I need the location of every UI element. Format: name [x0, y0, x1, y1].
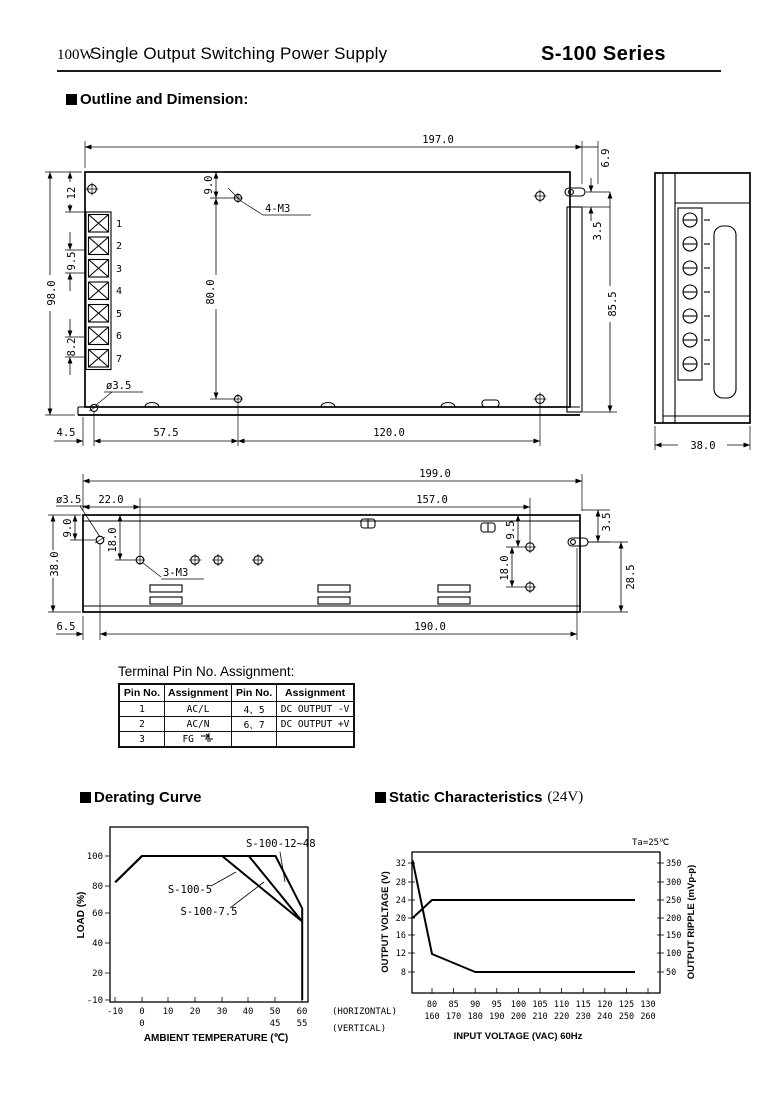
svg-text:3-M3: 3-M3	[163, 567, 189, 579]
dim-right-edge	[582, 510, 637, 612]
section-bullet-icon	[66, 94, 77, 105]
svg-text:4-M3: 4-M3	[265, 203, 291, 215]
col-header: Assignment	[277, 684, 355, 702]
header-title: Single Output Switching Power Supply	[90, 44, 388, 63]
svg-text:18.0: 18.0	[107, 527, 119, 553]
derating-xlabel: AMBIENT TEMPERATURE (℃)	[143, 1033, 289, 1044]
dim-18-left	[107, 515, 136, 560]
dim-38-side	[655, 426, 750, 452]
static-left-axis	[380, 859, 415, 978]
header-rule	[57, 70, 721, 72]
svg-text:350: 350	[666, 859, 682, 869]
svg-text:80: 80	[92, 882, 103, 892]
svg-text:170: 170	[445, 1012, 462, 1022]
svg-text:20: 20	[189, 1007, 201, 1017]
static-x-axis	[424, 988, 655, 1042]
front-and-side-view-drawing	[20, 128, 772, 460]
svg-text:8.2: 8.2	[66, 337, 78, 357]
svg-text:100: 100	[666, 949, 682, 959]
col-header: Pin No.	[119, 684, 165, 702]
svg-text:120: 120	[597, 1000, 613, 1010]
pin-number: 6	[116, 331, 123, 342]
pin-no: 6、7	[232, 717, 277, 732]
svg-text:180: 180	[467, 1012, 483, 1022]
svg-text:115: 115	[575, 1000, 591, 1010]
derating-y-axis	[76, 852, 110, 1006]
svg-text:6.5: 6.5	[56, 621, 76, 633]
svg-text:40: 40	[92, 939, 103, 949]
svg-text:22.0: 22.0	[98, 494, 124, 506]
svg-text:0: 0	[139, 1007, 145, 1017]
pin-no	[232, 732, 277, 748]
svg-text:9.5: 9.5	[66, 251, 78, 271]
svg-text:200: 200	[666, 914, 682, 924]
svg-text:190.0: 190.0	[414, 621, 446, 633]
label-dia-3-5	[96, 380, 143, 405]
svg-text:260: 260	[640, 1012, 656, 1022]
svg-text:-10: -10	[106, 1007, 124, 1017]
svg-text:95: 95	[491, 1000, 502, 1010]
svg-text:210: 210	[532, 1012, 548, 1022]
svg-text:60: 60	[92, 909, 103, 919]
svg-text:0: 0	[139, 1019, 145, 1029]
label-4-m3	[228, 188, 311, 215]
svg-text:100: 100	[510, 1000, 527, 1010]
series-s-100-12-48	[115, 856, 302, 1000]
svg-text:30: 30	[216, 1007, 228, 1017]
dim-6-9	[582, 141, 612, 184]
derating-curve-labels	[168, 838, 316, 918]
svg-text:(VERTICAL): (VERTICAL)	[332, 1024, 387, 1034]
svg-text:16: 16	[395, 931, 406, 941]
svg-text:80.0: 80.0	[205, 279, 217, 305]
static-ylabel-right: OUTPUT RIPPLE (mVp-p)	[686, 864, 697, 980]
pin-table-header-row	[119, 684, 354, 702]
dim-bottom-row	[54, 404, 540, 446]
svg-text:60: 60	[296, 1007, 308, 1017]
dim-hole-spacing	[203, 172, 234, 399]
dim-right-holes	[499, 515, 526, 587]
header-wattage: 100W	[57, 47, 94, 63]
static-characteristics-chart	[373, 815, 778, 1060]
svg-text:9.5: 9.5	[505, 520, 517, 540]
svg-text:20: 20	[395, 914, 406, 924]
mounting-holes	[86, 183, 547, 412]
series-output-voltage	[413, 900, 635, 918]
pin-no: 2	[119, 717, 165, 732]
table-row	[119, 732, 354, 748]
svg-text:(HORIZONTAL): (HORIZONTAL)	[332, 1007, 398, 1017]
svg-text:50: 50	[666, 968, 677, 978]
svg-text:90: 90	[470, 1000, 481, 1010]
svg-text:18.0: 18.0	[499, 555, 511, 581]
svg-text:120.0: 120.0	[373, 427, 405, 439]
svg-text:55: 55	[296, 1019, 308, 1029]
static-ylabel-left: OUTPUT VOLTAGE (V)	[380, 871, 391, 973]
side-terminal-screws	[683, 213, 710, 371]
svg-text:12: 12	[395, 949, 406, 959]
assignment	[165, 732, 232, 748]
svg-text:40: 40	[242, 1007, 254, 1017]
svg-text:28: 28	[395, 878, 406, 888]
header-series: S-100 Series	[541, 43, 666, 65]
pin-table-title: Terminal Pin No. Assignment:	[118, 664, 295, 679]
dim-right-bracket	[583, 178, 619, 412]
static-right-axis	[657, 859, 697, 979]
svg-text:45: 45	[269, 1019, 281, 1029]
pin-no: 1	[119, 702, 165, 717]
svg-text:6.9: 6.9	[600, 148, 612, 168]
assignment: DC OUTPUT -V	[277, 702, 355, 717]
pin-number: 1	[116, 219, 123, 230]
svg-text:8: 8	[400, 968, 406, 978]
series-output-ripple	[413, 860, 635, 972]
pin-number: 7	[116, 354, 123, 365]
terminal-block	[86, 212, 122, 370]
svg-text:98.0: 98.0	[46, 280, 58, 306]
derating-ylabel: LOAD (%)	[76, 891, 87, 939]
pin-no: 4、5	[232, 702, 277, 717]
derating-series	[115, 856, 302, 1000]
svg-text:160: 160	[424, 1012, 440, 1022]
pin-number: 3	[116, 264, 123, 275]
assignment: AC/N	[165, 717, 232, 732]
svg-text:32: 32	[395, 859, 406, 869]
pin-number: 4	[116, 286, 123, 297]
svg-text:10: 10	[162, 1007, 174, 1017]
svg-text:20: 20	[92, 969, 103, 979]
static-section-suffix: (24V)	[547, 789, 584, 805]
svg-text:24: 24	[395, 896, 406, 906]
dim-22-157	[83, 494, 530, 555]
front-view-case	[78, 172, 585, 415]
svg-text:230: 230	[575, 1012, 591, 1022]
svg-text:38.0: 38.0	[49, 551, 61, 577]
svg-text:85.5: 85.5	[607, 291, 619, 317]
svg-text:130: 130	[640, 1000, 656, 1010]
svg-text:190: 190	[489, 1012, 505, 1022]
dim-98	[45, 172, 82, 415]
table-row	[119, 717, 354, 732]
pin-no: 3	[119, 732, 165, 748]
dim-197	[85, 134, 582, 184]
vent-slots	[150, 585, 470, 604]
svg-text:150: 150	[666, 931, 682, 941]
svg-text:105: 105	[532, 1000, 548, 1010]
svg-text:57.5: 57.5	[153, 427, 179, 439]
svg-text:28.5: 28.5	[625, 564, 637, 590]
pin-assignment-table	[118, 683, 355, 748]
svg-text:ø3.5: ø3.5	[106, 380, 132, 392]
svg-text:3.5: 3.5	[592, 221, 604, 241]
svg-text:250: 250	[666, 896, 682, 906]
svg-text:220: 220	[553, 1012, 570, 1022]
svg-text:300: 300	[666, 878, 682, 888]
assignment: DC OUTPUT +V	[277, 717, 355, 732]
svg-text:199.0: 199.0	[419, 468, 451, 480]
side-view-case	[655, 173, 750, 423]
col-header: Assignment	[165, 684, 232, 702]
svg-text:9.0: 9.0	[62, 518, 74, 538]
static-xlabel: INPUT VOLTAGE (VAC) 60Hz	[453, 1031, 583, 1042]
label-s-100-12-48: S-100-12~48	[246, 838, 316, 850]
svg-text:38.0: 38.0	[690, 440, 716, 452]
dim-9	[62, 515, 96, 540]
derating-x-axis	[107, 997, 308, 1044]
svg-text:157.0: 157.0	[416, 494, 448, 506]
svg-text:4.5: 4.5	[56, 427, 76, 439]
svg-text:50: 50	[269, 1007, 281, 1017]
static-section-label: Static Characteristics	[389, 789, 543, 806]
dim-pin-offsets	[65, 172, 84, 375]
derating-section-label: Derating Curve	[94, 789, 202, 806]
svg-text:ø3.5: ø3.5	[56, 494, 82, 506]
svg-text:250: 250	[618, 1012, 635, 1022]
svg-text:240: 240	[597, 1012, 613, 1022]
assignment	[277, 732, 355, 748]
label-s-100-7-5: S-100-7.5	[180, 906, 238, 918]
bottom-view-drawing	[20, 462, 772, 662]
pin-number: 2	[116, 241, 123, 252]
outline-section-title	[66, 91, 248, 108]
pin-number: 5	[116, 309, 123, 320]
svg-text:9.0: 9.0	[203, 175, 215, 195]
dim-199	[83, 468, 582, 511]
fg-label: FG	[182, 734, 194, 745]
ground-icon	[200, 733, 214, 743]
svg-text:100: 100	[86, 852, 103, 862]
svg-text:12: 12	[66, 186, 78, 200]
label-s-100-5: S-100-5	[167, 884, 213, 896]
outline-section-label: Outline and Dimension:	[80, 91, 249, 108]
static-series	[413, 860, 635, 972]
svg-text:3.5: 3.5	[601, 512, 613, 532]
ambient-note: Ta=25℃	[632, 838, 670, 848]
svg-text:200: 200	[510, 1012, 527, 1022]
table-row	[119, 702, 354, 717]
svg-text:125: 125	[618, 1000, 635, 1010]
assignment: AC/L	[165, 702, 232, 717]
svg-text:197.0: 197.0	[422, 134, 454, 146]
svg-text:85: 85	[448, 1000, 459, 1010]
col-header: Pin No.	[232, 684, 277, 702]
svg-text:-10: -10	[86, 996, 103, 1006]
svg-text:80: 80	[426, 1000, 438, 1010]
svg-text:110: 110	[553, 1000, 570, 1010]
